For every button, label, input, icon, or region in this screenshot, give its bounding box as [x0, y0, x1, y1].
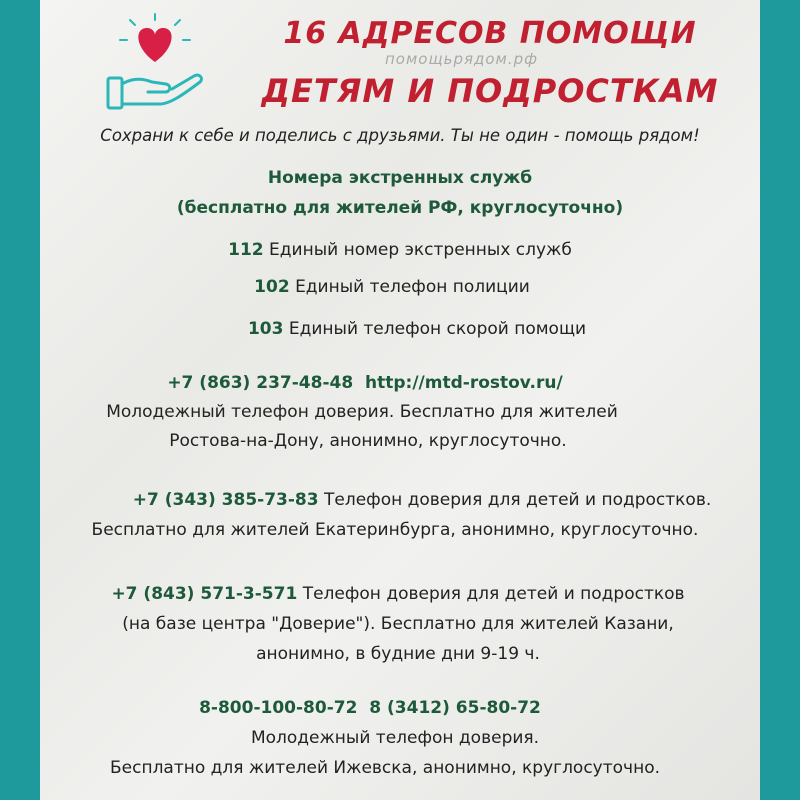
service-name: Единый телефон полиции: [295, 277, 530, 297]
entry-yekaterinburg-line1: [62, 490, 760, 510]
emergency-item-112: [40, 240, 760, 260]
emergency-heading: Номера экстренных служб: [267, 168, 533, 188]
entry-description: Телефон доверия для детей и подростков: [302, 584, 685, 604]
title-line-1: 16 АДРЕСОВ ПОМОЩИ: [283, 16, 697, 51]
emergency-subheading: (бесплатно для жителей РФ, круглосуточно): [176, 198, 624, 218]
entry-rostov-line2: Ростова-на-Дону, анонимно, круглосуточно.: [169, 431, 567, 451]
emergency-item-103: [57, 319, 760, 339]
entry-rostov-line1: Молодежный телефон доверия. Бесплатно для жителей: [106, 402, 618, 422]
poster: [40, 0, 760, 800]
phone-number[interactable]: 8 (3412) 65-80-72: [369, 698, 541, 718]
phone-number[interactable]: 8-800-100-80-72: [199, 698, 358, 718]
entry-izhevsk-line2: Бесплатно для жителей Ижевска, анонимно, круглосуточно.: [109, 758, 661, 778]
heart-hand-icon: [100, 12, 210, 112]
phone-number[interactable]: +7 (343) 385-73-83: [132, 490, 319, 510]
phone-number[interactable]: +7 (863) 237-48-48: [167, 373, 354, 393]
phone-number[interactable]: 102: [254, 277, 290, 297]
entry-kazan-line1: [40, 584, 758, 604]
watermark: помощьрядом.рф: [385, 50, 538, 68]
phone-number[interactable]: 103: [247, 319, 284, 339]
entry-description: Телефон доверия для детей и подростков.: [324, 490, 712, 510]
title-line-2: ДЕТЯМ И ПОДРОСТКАМ: [261, 72, 719, 110]
service-name: Единый телефон скорой помощи: [288, 319, 587, 339]
phone-number[interactable]: +7 (843) 571-3-571: [111, 584, 298, 604]
entry-izhevsk-line1: Молодежный телефон доверия.: [250, 728, 540, 748]
phone-number[interactable]: 112: [228, 240, 264, 260]
emergency-item-102: [40, 277, 752, 297]
entry-izhevsk-contacts: [40, 698, 730, 718]
website-link[interactable]: http://mtd-rostov.ru/: [365, 373, 563, 393]
entry-yekaterinburg-line2: Бесплатно для жителей Екатеринбурга, анонимно, круглосуточно.: [91, 520, 699, 540]
entry-kazan-line2: (на базе центра "Доверие"). Бесплатно для жителей Казани,: [122, 614, 674, 634]
entry-kazan-line3: анонимно, в будние дни 9-19 ч.: [256, 644, 540, 664]
subtitle: Сохрани к себе и поделись с друзьями. Ты не один - помощь рядом!: [100, 126, 700, 145]
service-name: Единый номер экстренных служб: [269, 240, 572, 260]
entry-rostov-contacts: [40, 373, 725, 393]
